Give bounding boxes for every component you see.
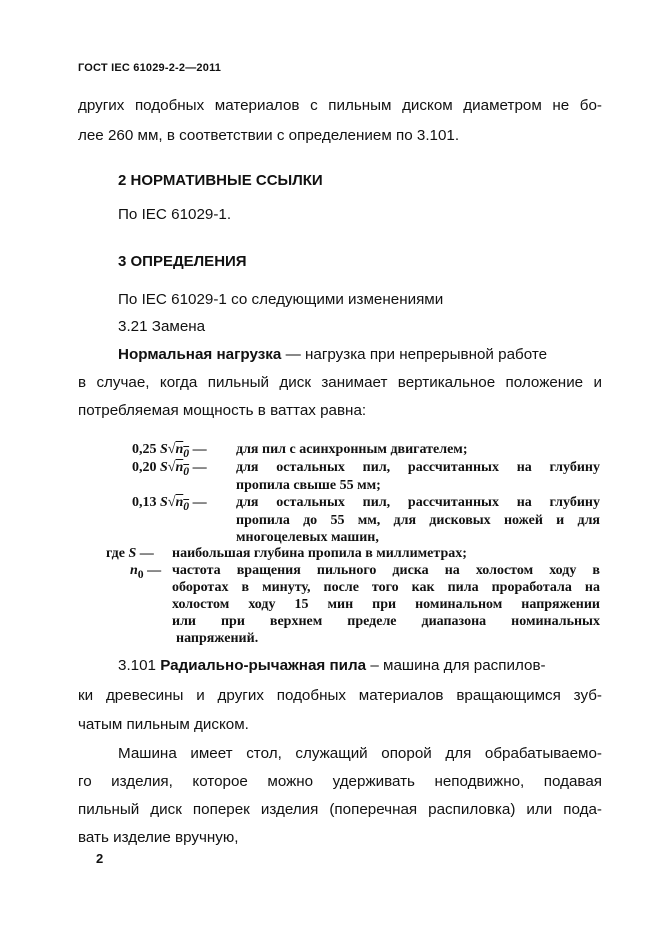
definition-3101-line-3: чатым пильным диском. <box>78 716 249 733</box>
formula-coefficient: 0,20 $S√n_0$ — <box>132 460 207 478</box>
where-s-desc: наибольшая глубина пропила в миллиметрах; <box>172 546 467 561</box>
formula-coefficient: 0,25 $S√n_0$ — <box>132 442 207 460</box>
formula-desc-line: пропила свыше 55 мм; <box>236 478 381 493</box>
intro-line-2: лее 260 мм, в соответствии с определением по 3.101. <box>78 127 460 144</box>
definition-line-2: в случае, когда пильный диск занимает вертикальное положение и <box>78 374 602 391</box>
where-n-desc-line: или при верхнем пределе диапазона номинальных <box>172 614 600 629</box>
section-2-heading: 2 НОРМАТИВНЫЕ ССЫЛКИ <box>118 172 323 189</box>
definition-line-3: потребляемая мощность в ваттах равна: <box>78 402 367 419</box>
formula-desc-line: для пил с асинхронным двигателем; <box>236 442 468 457</box>
definition-term: Нормальная нагрузка <box>118 346 282 363</box>
formula-desc-line: пропила до 55 мм, для дисковых ножей и для <box>236 513 600 528</box>
paragraph-line-3: пильный диск поперек изделия (поперечная распиловка) или пода- <box>78 801 602 818</box>
where-n-symbol: $n_0$ — <box>130 563 162 581</box>
section-3-text: По IEC 61029-1 со следующими изменениями <box>118 291 444 308</box>
definition-line-1 <box>118 346 547 363</box>
formula-coefficient: 0,13 $S√n_0$ — <box>132 495 207 513</box>
page-number: 2 <box>96 851 104 866</box>
paragraph-line-4: вать изделие вручную, <box>78 829 239 846</box>
section-2-text: По IEC 61029-1. <box>118 206 232 223</box>
where-label: где S — <box>106 546 154 561</box>
section-3-heading: 3 ОПРЕДЕЛЕНИЯ <box>118 253 247 270</box>
paragraph-line-1: Машина имеет стол, служащий опорой для обрабатываемо- <box>118 745 602 762</box>
formula-desc-line: многоцелевых машин, <box>236 530 379 545</box>
section-3-item: 3.21 Замена <box>118 318 206 335</box>
definition-3101-line-1 <box>118 657 546 674</box>
definition-3101-rest: – машина для распилов- <box>366 657 546 674</box>
where-n-desc-line: напряжений. <box>176 631 259 646</box>
definition-rest: — нагрузка при непрерывной работе <box>281 346 548 363</box>
formula-desc-line: для остальных пил, рассчитанных на глубину <box>236 495 600 510</box>
definition-3101-term: Радиально-рычажная пила <box>160 657 367 674</box>
formula-desc-line: для остальных пил, рассчитанных на глубину <box>236 460 600 475</box>
intro-line-1: других подобных материалов с пильным диском диаметром не бо- <box>78 97 602 114</box>
definition-3101-number: 3.101 <box>118 657 161 674</box>
where-n-desc-line: оборотах в минуту, после того как пила проработала на <box>172 580 600 595</box>
document-header: ГОСТ IEC 61029-2-2—2011 <box>78 62 222 74</box>
where-n-desc-line: частота вращения пильного диска на холостом ходу в <box>172 563 600 578</box>
paragraph-line-2: го изделия, которое можно удерживать неподвижно, подавая <box>78 773 602 790</box>
definition-3101-line-2: ки древесины и других подобных материалов вращающимся зуб- <box>78 687 602 704</box>
where-n-desc-line: холостом ходу 15 мин при номинальном напряжении <box>172 597 600 612</box>
